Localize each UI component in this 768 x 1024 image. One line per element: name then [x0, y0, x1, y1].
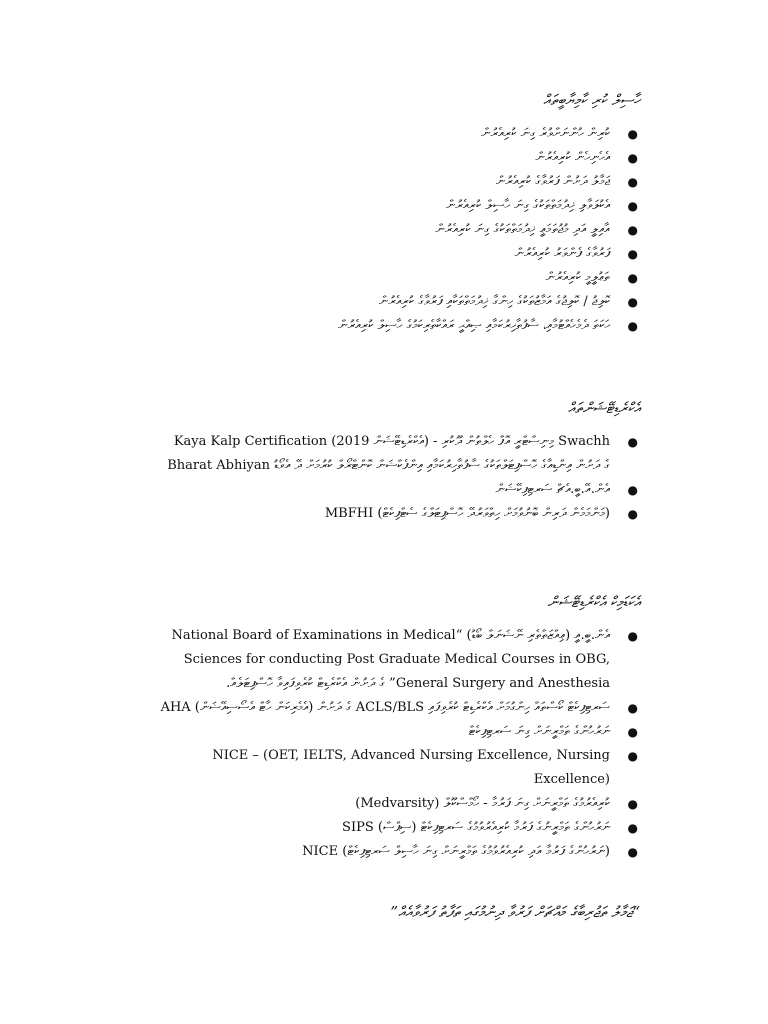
bullet-icon: ●	[627, 435, 638, 449]
bullet-icon: ●	[627, 483, 638, 497]
achievements-section	[150, 90, 640, 338]
bullet-icon: ●	[627, 199, 638, 213]
bullet-icon: ●	[627, 175, 638, 189]
bullet-icon: ●	[627, 821, 638, 835]
list-item: ● އާއިލީ އަދި މުޖުތަމަޢީ ޚިދުމަތްތަކުގެ ގިނަ ކުރިއެރުން	[150, 218, 640, 242]
academic-accreditation-heading: އެކަޑަމިކް އެކްރެޑިޓޭޝަން	[547, 593, 640, 611]
academic-accreditation-section	[150, 592, 640, 864]
list-item: ● ޖަމާލު ދަށުން ފަރުވާގެ ކުރިއެރުން	[150, 170, 640, 194]
list-item: ● NICE (ނަރުހުންގެ ފަރުމާ އަދި ކުރިއެރުވުމުގެ ތަމްރީނަށް ގިނަ ހާސިލް ސަރޓިފިކެޓް)	[150, 840, 640, 864]
list-item: ● އެން.ބީ.އީ (ޢިއްޒަތްތެރި ނޭޝަނަލް ބޯޑު) “National Board of Examinations in Medical Sciences for conducting Post Graduate Medical Courses in OBG, General Surgery and Anesthesia” ގެ ދަށުން އެކްރެޑިޓް ކުރެވިފައިވާ ހޮސްޕިޓަލެއް.	[150, 624, 640, 696]
list-item: ● AHA (އެމެރިކަން ހާޓް އެސޯސިއޭޝަން) ގެ ދަށުން ACLS/BLS ސަރޓިފިކެޓް ކޯސްތައް ހިންގުމަށް އެކްރެޑިޓް ކުރެވިފައި	[150, 696, 640, 720]
list-item: ● ނަރުހުންގެ ތަމްރީނަށް ގިނަ ސަރޓިފިކެޓް	[150, 720, 640, 744]
bullet-icon: ●	[627, 749, 638, 763]
bullet-icon: ●	[627, 507, 638, 521]
achievements-list	[150, 122, 640, 338]
accreditations-section	[150, 398, 640, 526]
bullet-icon: ●	[627, 151, 638, 165]
accreditations-list	[150, 430, 640, 526]
list-item: ● ފަރުވާގެ ފެންވަރު ކުރިއެރުން	[150, 242, 640, 266]
bullet-icon: ●	[627, 629, 638, 643]
list-item: ● އެކުލަވާލި ޚިދުމަތްތަކުގެ ގިނަ ހާސިލް ކުރިއެރުން	[150, 194, 640, 218]
closing-quote: “ޖަމާލު ތަޖުރިބާގެ މައްޗަށް ފަރުވާ ދިނުމުގައި ތަފާތު ފަރުވާއެއް”	[390, 903, 640, 921]
bullet-icon: ●	[627, 295, 638, 309]
bullet-icon: ●	[627, 701, 638, 715]
list-item: ● Kaya Kalp Certification (އެކްރެޑިޓޭޝަން 2019) - މިނިސްޓްރީ އޮފް ހެލްތުން ދޫކުރި Swachh Bharat Abhiyan ގެ ދަށުން އިންޑިއާގެ ހޮސްޕިޓަލްތަކުގެ ސާފުތާހިރުކަމާއި އިންފެކްޝަން ކޮންޓްރޯލް ކުރުމަށް ދޭ އެވޯޑު	[150, 430, 640, 478]
academic-accreditation-list	[150, 624, 640, 864]
list-item: ● MBFHI (މަންމަމެން ދަރިން ބޮނުވުމަށް ހިތްވަރުދޭ ހޮސްޕިޓަލްގެ ސެޓްފިކެޓް)	[150, 502, 640, 526]
list-item: ● ތަޢުލީމީ ކުރިއެރުން	[150, 266, 640, 290]
bullet-icon: ●	[627, 845, 638, 859]
accreditations-heading: އެކްރެޑިޓޭޝަންތައް	[567, 399, 640, 417]
list-item: ● އެން.އޭ.ބީ.އެޗް ސަރޓިފިކޭޝަން	[150, 478, 640, 502]
list-item: ● ކުރިއެރުމުގެ ތަމްރީނަށް ގިނަ ފަރުމާ - ހޯމްސްކޫލް (Medvarsity)	[150, 792, 640, 816]
bullet-icon: ●	[627, 223, 638, 237]
list-item: ● SIPS (ސިޕްސް) ނަރުހުންގެ ތަމްރީނުގެ ފަރުމާ ކުރިއެރުވުމުގެ ސަރޓިފިކެޓް	[150, 816, 640, 840]
bullet-icon: ●	[627, 319, 638, 333]
list-item: ● ކޮލިޖު / ކޮލިޖުގެ އަމާޒުތަކުގެ ހިންގާ ޚިދުމަތްތަކާއި ފަރުވާގެ ކުރިއެރުން	[150, 290, 640, 314]
list-item: ● ހަކަތަ ދެމެހެއްޓުމާއި، ސާފުތާހިރުކަމާއި ޞިއްޙީ ރައްކާތެރިކަމުގެ ހާސިލް ކުރިއެރުން	[150, 314, 640, 338]
bullet-icon: ●	[627, 271, 638, 285]
achievements-heading: ހާސިލް ކުރި ކާމިޔާބީތައް	[543, 91, 640, 109]
bullet-icon: ●	[627, 127, 638, 141]
bullet-icon: ●	[627, 725, 638, 739]
bullet-icon: ●	[627, 247, 638, 261]
list-item: ● ކުރިން ހުންނަށްވުރެ ގިނަ ކުރިއެރުން	[150, 122, 640, 146]
bullet-icon: ●	[627, 797, 638, 811]
list-item: ● NICE – (OET, IELTS, Advanced Nursing Excellence, Nursing Excellence)	[150, 744, 640, 792]
list-item: ● އެހެނިހެން ކުރިއެރުން	[150, 146, 640, 170]
